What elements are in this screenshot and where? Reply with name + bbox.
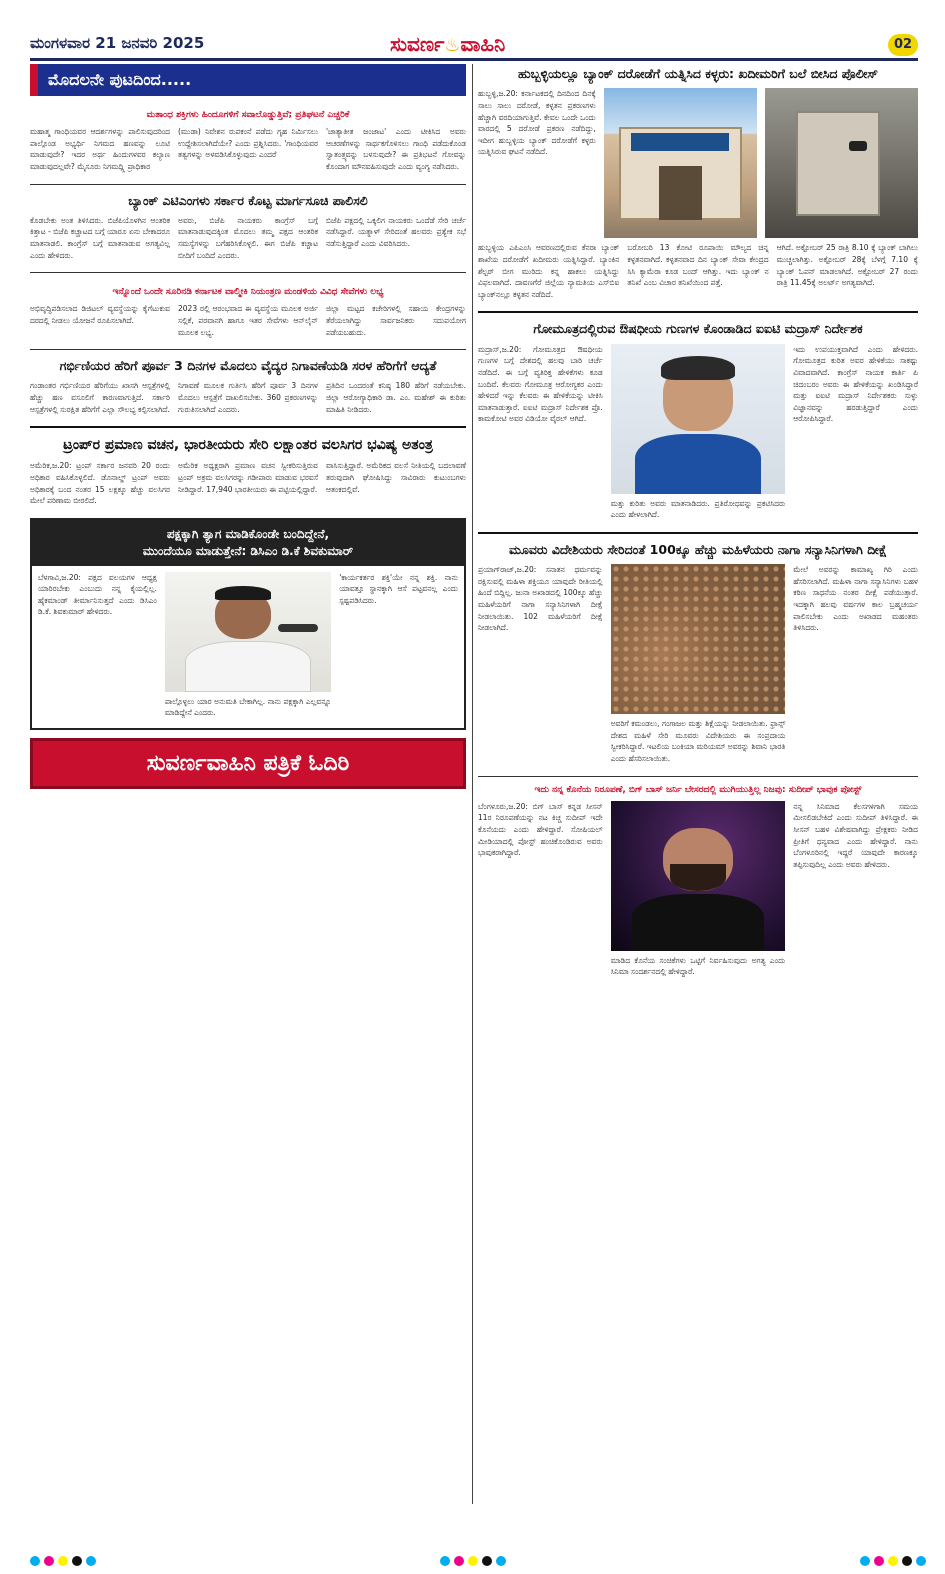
article-text: ಹುಬ್ಬಳ್ಳಿಯ ಎಪಿಎಂಸಿ ಆವರಣದಲ್ಲಿರುವ ಕೆನರಾ ಬ್ಯಾಂಕ್ ಶಾಖೆಯ ದರೋಡೆಗೆ ಖದೀಮರು ಯತ್ನಿಸಿದ್ದಾರೆ. ಬ್ಯಾಂಕಿನ ಶೆಲ್ಟರ್ ಬೀಗ ಮುರಿದು ಕನ್ನ ಹಾಕಲು ಯತ್ನಿಸಿದ್ದು ವಿಫಲವಾಗಿದೆ. ದಾವಣಗೆರೆ ಜಿಲ್ಲೆಯ ನ್ಯಾಮತಿಯ ಎಸ್‌ಬಿಐ ಬ್ಯಾಂಕ್‌ನಲ್ಲೂ ಕಳ್ಳತನ ನಡೆದಿದೆ. <box>478 243 620 299</box>
bank-building-photo <box>604 88 757 238</box>
headline-line: ಪಕ್ಷಕ್ಕಾಗಿ ತ್ಯಾಗ ಮಾಡಿಕೊಂಡೇ ಬಂದಿದ್ದೇನೆ, <box>166 526 330 541</box>
promo-banner: ಸುವರ್ಣವಾಹಿನಿ ಪತ್ರಿಕೆ ಓದಿರಿ <box>30 738 466 789</box>
article-text: ಮದ್ರಾಸ್,ಜ.20: ಗೋಮೂತ್ರದ ಔಷಧೀಯ ಗುಣಗಳ ಬಗ್ಗೆ ದೇಶದಲ್ಲಿ ಹಲವು ಬಾರಿ ಚರ್ಚೆ ನಡೆದಿದೆ. ಈ ಬಗ್ಗೆ ವ್ಯತಿರಿಕ್ತ ಹೇಳಿಕೆಗಳು ಕೂಡ ಬಂದಿವೆ. ಕೆಲವರು ಗೋಮೂತ್ರ ಆರೋಗ್ಯಕರ ಎಂದು ಹೇಳಿದರೆ ಇನ್ನು ಕೆಲವರು ಈ ಹೇಳಿಕೆಯನ್ನು ಟೀಕಿಸಿ ಮಾತನಾಡುತ್ತಾರೆ. ಐಐಟಿ ಮದ್ರಾಸ್ ನಿರ್ದೇಶಕ ಪ್ರೊ. ಕಾಮಕೋಟಿ ಅವರ ವಿಡಿಯೋ ವೈರಲ್ ಆಗಿದೆ. <box>478 344 603 424</box>
article-text: ಗಂಡಾಂತರ ಗರ್ಭಿಣಿಯರ ಹೆರಿಗೆಯು ಖಾಸಗಿ ಆಸ್ಪತ್ರೆಗಳಲ್ಲಿ ಹೆಚ್ಚು ಹಣ ವಸೂಲಿಗೆ ಕಾರಣವಾಗುತ್ತಿದೆ. ಸರ್ಕಾರಿ ಆಸ್ಪತ್ರೆಗಳಲ್ಲಿ ಸುರಕ್ಷಿತ ಹೆರಿಗೆಗೆ ಎಲ್ಲಾ ಸೌಲಭ್ಯ ಕಲ್ಪಿಸಲಾಗಿದೆ. <box>30 381 170 414</box>
article-text: ಅಭಿವೃದ್ಧಿಪಡಿಸಲಾದ ಡಿಜಿಟಲ್ ವ್ಯವಸ್ಥೆಯನ್ನು ಕೈಗೆಟುಕುವ ದರದಲ್ಲಿ ನೀಡಲು ಯೋಜನೆ ರೂಪಿಸಲಾಗಿದೆ. <box>30 304 170 325</box>
article-body <box>30 303 466 341</box>
article-body <box>30 380 466 418</box>
article-text: ಅವರಿಗೆ ಕಮಂಡಲು, ಗಂಗಾಜಲ ಮತ್ತು ಶಿಕ್ಷೆಯನ್ನು ನೀಡಲಾಯಿತು. ಫ್ರಾನ್ಸ್ ದೇಶದ ಮಹಿಳೆ ಸೇರಿ ಮೂವರು ವಿದೇಶಿಯರು ಈ ಸಂಪ್ರದಾಯ ಸ್ವೀಕರಿಸಿದ್ದಾರೆ. ಇಟಲಿಯ ಬಂಕಿಯಾ ಮರಿಯಮ್ ಅವರನ್ನು ಶಿವಾನಿ ಭಾರತಿ ಎಂದು ಹೆಸರಿಸಲಾಯಿತು. <box>610 719 786 763</box>
article-text: ಮಹಾತ್ಮ ಗಾಂಧಿಯವರ ಆದರ್ಶಗಳನ್ನು ಪಾಲಿಸುವುದರಿಂದ ಪಾಲ್ಗೊಂಡ ಅಭ್ಯರ್ಥಿ ನಿಗಮದ ಹಣವನ್ನು ಲೂಟಿ ಮಾಡುವುದೇ? ಇದರ ಅರ್ಥ ಹಿಂದುಗಳವರ ಕಲ್ಯಾಣ ಮಾಡುವುದಲ್ಲವೇ? ಮೈಸೂರು ನಿಗಮದ್ಲ್ಲಿ ಪ್ರಾಧಿಕಾರ <box>30 127 170 171</box>
article-body <box>30 460 466 510</box>
article-text: 'ಜಾತ್ಯಾತೀತ ಜಂಜಾಟ' ಎಂದು ಟೀಕಿಸಿದ ಅವರು ಆಚರಣೆಗಳನ್ನು ಸಾರ್ಥಕಗೊಳಿಸಲು ಗಾಂಧಿ ಪಡೆದುಕೊಂಡ ಸ್ವಾತಂತ್ರ್ಯವನ್ನು ಬಳಸುವುದೇ? ಈ ಪ್ರತಿಭಟನೆ ಗೋವನ್ನು ಕೊಂದಾಗ ಮೌನವಹಿಸುವುದೇ ಎಂದು ವ್ಯಂಗ್ಯ ನಡೆಸಿದರು. <box>326 127 466 171</box>
headline-line: ಮುಂದೆಯೂ ಮಾಡುತ್ತೇನೆ: ಡಿಸಿಎಂ ಡಿ.ಕೆ ಶಿವಕುಮಾರ್ <box>142 543 354 558</box>
divider <box>30 426 466 428</box>
article-text: ಮತ್ತು ಕುರಿತು ಅವರು ಮಾತನಾಡಿದರು. ಪ್ರತಿರೋಧವನ್ನು ಪ್ರಕಟಿಸಿದರು ಎಂದು ಹೇಳಲಾಗಿದೆ. <box>610 498 786 520</box>
article-text: ಮೇಲೆ ಅವರನ್ನು ಕಾಮಾಖ್ಯ ಗಿರಿ ಎಂದು ಹೆಸರಿಸಲಾಗಿದೆ. ಮಹಿಳಾ ನಾಗಾ ಸನ್ಯಾಸಿನಿಗಳು ಬಹಳ ಕಠಿಣ ಸಾಧನೆಯ ನಂತರ ದೀಕ್ಷೆ ಪಡೆಯುತ್ತಾರೆ. ಇದಕ್ಕಾಗಿ ಹಲವು ವರ್ಷಗಳ ಕಾಲ ಬ್ರಹ್ಮಚರ್ಯ ಪಾಲಿಸಬೇಕು ಎಂದು ಅಖಾಡದ ಮಹಂತರು ತಿಳಿಸಿದರು. <box>793 565 918 633</box>
article-body <box>478 242 918 303</box>
article-headline: ಗರ್ಭಿಣಿಯರ ಹೆರಿಗೆ ಪೂರ್ವ 3 ದಿನಗಳ ಮೊದಲು ವೈದ್ಯರ ನಿಗಾವಣೆಯಡಿ ಸರಳ ಹೆರಿಗೆಗೆ ಆದ್ಯತೆ <box>59 358 437 374</box>
article-text: ಪ್ರಯಾಗ್‌ರಾಜ್,ಜ.20: ಸನಾತನ ಧರ್ಮವನ್ನು ರಕ್ಷಿಸುವಲ್ಲಿ ಮಹಿಳಾ ಶಕ್ತಿಯೂ ಯಾವುದೇ ರೀತಿಯಲ್ಲಿ ಹಿಂದೆ ಬಿದ್ದಿಲ್ಲ. ಜುನಾ ಅಖಾಡದಲ್ಲಿ 100ಕ್ಕೂ ಹೆಚ್ಚು ಮಹಿಳೆಯರಿಗೆ ನಾಗಾ ಸನ್ಯಾಸಿನಿಗಳಾಗಿ ದೀಕ್ಷೆ ನೀಡಲಾಯಿತು. 102 ಮಹಿಳೆಯರಿಗೆ ದೀಕ್ಷೆ ನೀಡಲಾಗಿದೆ. <box>478 565 603 633</box>
article-body <box>30 215 466 265</box>
registration-marks-left <box>30 1556 96 1566</box>
left-column <box>30 64 466 789</box>
article-text: ಪ್ರತಿದಿನ ಒಂದರಂತೆ ಕನಿಷ್ಠ 180 ಹೆರಿಗೆ ನಡೆಯಬೇಕು. ಜಿಲ್ಲಾ ಆರೋಗ್ಯಾಧಿಕಾರಿ ಡಾ. ಎಂ. ಮಹೇಶ್ ಈ ಕುರಿತು ಮಾಹಿತಿ ನೀಡಿದರು. <box>326 381 466 414</box>
logo-left-text: ಸುವರ್ಣ <box>390 32 445 56</box>
article-text: ವಾಸಿಸುತ್ತಿದ್ದಾರೆ. ಅಮೆರಿಕದ ವಲಸೆ ನೀತಿಯಲ್ಲಿ ಬದಲಾವಣೆ ತರುವುದಾಗಿ ಘೋಷಿಸಿದ್ದು ಸಾವಿರಾರು ಕುಟುಂಬಗಳು ಆತಂಕದಲ್ಲಿವೆ. <box>326 461 466 494</box>
article-text: ಬೆಳಗಾವಿ,ಜ.20: ಪಕ್ಷದ ವಲಯಗಳ ಆಧ್ಯಕ್ಷ ಯಾರಿರಬೇಕು ಎಂಬುದು ನನ್ನ ಕೈಯಲ್ಲಿಲ್ಲ. ಹೈಕಮಾಂಡ್ ತೀರ್ಮಾನಿಸುತ್ತದೆ ಎಂದು ಡಿಸಿಎಂ ಡಿ.ಕೆ. ಶಿವಕುಮಾರ್ ಹೇಳಿದರು. <box>38 572 157 617</box>
naga-sadhvi-photo <box>611 564 786 714</box>
article-text: ಬರೋಬರಿ 13 ಕೋಟಿ ರೂಪಾಯಿ ಮೌಲ್ಯದ ಚಿನ್ನ ಕಳ್ಳತನವಾಗಿದೆ. ಕಳ್ಳತನವಾದ ದಿನ ಬ್ಯಾಂಕ್ ಸೇವಾ ಕೇಂದ್ರದ ಸಿಸಿ ಕ್ಯಾಮೆರಾ ಕೂಡ ಬಂದ್ ಆಗಿತ್ತು. ಇದು ಬ್ಯಾಂಕ್ ನ ತನಿಖೆ ಎಂಬ ವಿಚಾರ ತನಿಖೆಯಿಂದ ಪತ್ತೆ. <box>627 243 769 288</box>
logo-right-text: ವಾಹಿನಿ <box>460 32 506 56</box>
article-body <box>478 88 918 238</box>
article-headline: ಟ್ರಂಪ್‌ರ ಪ್ರಮಾಣ ವಚನ, ಭಾರತೀಯರು ಸೇರಿ ಲಕ್ಷಾಂತರ ವಲಸಿಗರ ಭವಿಷ್ಯ ಅತಂತ್ರ <box>63 437 433 454</box>
registration-marks-center <box>440 1556 506 1566</box>
article-body <box>478 801 918 981</box>
article-text: ನಿಗಾವಣೆ ಮೂಲಕ ಗುರ್ತಿಸಿ ಹೆರಿಗೆ ಪೂರ್ವ 3 ದಿನಗಳ ಮೊದಲು ಆಸ್ಪತ್ರೆಗೆ ದಾಖಲಿಸಬೇಕು. 360 ಪ್ರಕರಣಗಳನ್ನು ಗುರುತಿಸಲಾಗಿದೆ ಎಂದರು. <box>178 381 318 414</box>
article-text: ನನ್ನ ಸಿನಿಮಾದ ಕೆಲಸಗಳಿಗಾಗಿ ಸಮಯ ಮೀಸಲಿಡಬೇಕಿದೆ ಎಂದು ಸುದೀಪ್ ತಿಳಿಸಿದ್ದಾರೆ. ಈ ಸೀಸನ್ ಬಹಳ ವಿಶೇಷವಾಗಿದ್ದು ಪ್ರೇಕ್ಷಕರು ನೀಡಿದ ಪ್ರೀತಿಗೆ ಧನ್ಯವಾದ ಎಂದು ಹೇಳಿದ್ದಾರೆ. ನಾನು ಬೆಂಗಳೂರಿನಲ್ಲಿ ಇದ್ದರೆ ಯಾವುದೇ ಕಾರಣಕ್ಕೂ ತಪ್ಪಿಸುವುದಿಲ್ಲ ಎಂದು ಅವರು ಹೇಳಿದರು. <box>793 801 918 869</box>
article-text: (ಮುಡಾ) ನಿವೇಶನ ರುಪಕಂನೆ ಪಡೆದು ಗೃಹ ನಿರ್ಮಿಸಲು ಉದ್ದೇಶಿಸಲಾಗಿದೆಯೇ? ಎಂದು ಪ್ರಶ್ನಿಸಿದರು. 'ಗಾಂಧಿಯವರ ತತ್ವಗಳನ್ನು ಅಳವಡಿಸಿಕೊಳ್ಳುವುದು ಎಂದರೆ <box>178 127 318 160</box>
dk-shivakumar-article <box>30 518 466 730</box>
divider <box>478 532 918 534</box>
article-text: ಅವರು, ಬಿಜೆಪಿ ನಾಯಕರು ಕಾಂಗ್ರೆಸ್ ಬಗ್ಗೆ ಮಾತನಾಡುವುದಕ್ಕಿಂತ ಮೊದಲು ತಮ್ಮ ಪಕ್ಷದ ಆಂತರಿಕ ಸಮಸ್ಯೆಗಳನ್ನು ಬಗೆಹರಿಸಿಕೊಳ್ಳಲಿ. ಈಗ ಬಿಜೆಪಿ ಕಚ್ಚಾಟ ಬೀದಿಗೆ ಬಂದಿದೆ ಎಂದರು. <box>178 215 318 260</box>
article-text: ಬಿಜೆಪಿ ಪಕ್ಷದಲ್ಲಿ ಒಕ್ಕಲಿಗ ನಾಯಕರು ಒಂದೆಡೆ ಸೇರಿ ಚರ್ಚೆ ನಡೆಸಿದ್ದಾರೆ. ಯತ್ನಾಳ್ ಸೇರಿದಂತೆ ಹಲವರು ಪ್ರತ್ಯೇಕ ಸಭೆ ನಡೆಸುತ್ತಿದ್ದಾರೆ ಎಂದು ವಿವರಿಸಿದರು. <box>326 215 466 248</box>
article-body <box>478 564 918 768</box>
lamp-icon: ♨ <box>444 35 461 56</box>
article-headline: ಬ್ಯಾಂಕ್ ಎಟಿಎಂಗಳು ಸರ್ಕಾರ ಕೊಟ್ಟ ಮಾರ್ಗಸೂಚಿ ಪಾಲಿಸಲಿ <box>128 192 368 208</box>
masthead <box>0 0 945 58</box>
iit-director-photo <box>611 344 786 494</box>
registration-marks-right <box>860 1556 926 1566</box>
article-text: ಹುಬ್ಬಳ್ಳಿ,ಜ.20: ಕರ್ನಾಟಕದಲ್ಲಿ ದಿನದಿಂದ ದಿನಕ್ಕೆ ಸಾಲು ಸಾಲು ದರೋಡೆ, ಕಳ್ಳತನ ಪ್ರಕರಣಗಳು ಹೆಚ್ಚಾಗಿ ವರದಿಯಾಗುತ್ತಿವೆ. ಕೇವಲ ಒಂದೇ ಒಂದು ವಾರದಲ್ಲಿ 5 ದರೋಡೆ ಪ್ರಕರಣ ನಡೆದಿದ್ದು, ಇದೀಗ ಹುಬ್ಬಳ್ಳಿಯ ಬ್ಯಾಂಕ್ ದರೋಡೆಗೆ ಕಳ್ಳರು ಯತ್ನಿಸಿರುವ ಘಟನೆ ನಡೆದಿದೆ. <box>478 89 596 157</box>
divider <box>478 311 918 313</box>
sudeep-photo <box>611 801 786 951</box>
right-column <box>478 64 918 981</box>
article-kicker: ಇನ್ನೊಂದೆ ಒಂದೇ ಸೂರಿನಡಿ ಕರ್ನಾಟಕ ವಾಲ್ಮೀಕಿ ನಿಯಂತ್ರಣ ಮಂಡಳಿಯ ವಿವಿಧ ಸೇವೆಗಳು ಲಭ್ಯ <box>112 287 384 298</box>
article-headline <box>32 520 464 566</box>
masthead-rule <box>30 58 918 61</box>
article-kicker: ಮತಾಂಧ ಶಕ್ತಿಗಳು ಹಿಂದೂಗಳಿಗೆ ಸವಾಲೊಡ್ಡುತ್ತಿವೆ; ಪ್ರತಿಘಟನೆ ಎಚ್ಚರಿಕೆ <box>146 110 350 120</box>
article-text: ಬೆಂಗಳೂರು,ಜ.20: ಬಿಗ್ ಬಾಸ್ ಕನ್ನಡ ಸೀಸನ್ 11ರ ನಿರೂಪಣೆಯನ್ನು ನಟ ಕಿಚ್ಚ ಸುದೀಪ್ ಇದೇ ಕೊನೆಯದು ಎಂದು ಹೇಳಿದ್ದಾರೆ. ಸೋಷಿಯಲ್ ಮೀಡಿಯಾದಲ್ಲಿ ಪೋಸ್ಟ್ ಹಂಚಿಕೊಂಡಿರುವ ಅವರು ಭಾವುಕರಾಗಿದ್ದಾರೆ. <box>478 801 603 858</box>
divider <box>478 776 918 777</box>
article-text: ಅಮೆರಿಕ ಅಧ್ಯಕ್ಷರಾಗಿ ಪ್ರಮಾಣ ವಚನ ಸ್ವೀಕರಿಸುತ್ತಿರುವ ಟ್ರಂಪ್ ಅಕ್ರಮ ವಲಸಿಗರನ್ನು ಗಡೀಪಾರು ಮಾಡುವ ಭರವಸೆ ನೀಡಿದ್ದಾರೆ. 17,940 ಭಾರತೀಯರು ಈ ಪಟ್ಟಿಯಲ್ಲಿದ್ದಾರೆ. <box>178 461 318 494</box>
article-body <box>32 566 464 728</box>
article-text: ಮಾಡಿದ ಕೊನೆಯ ಸಂಚಿಕೆಗಳು ಒಟ್ಟಿಗೆ ನಿರ್ವಹಿಸುವುದು ಅಗತ್ಯ ಎಂದು ಸಿನಿಮಾ ಸಂದರ್ಶನದಲ್ಲಿ ಹೇಳಿದ್ದಾರೆ. <box>610 955 786 977</box>
dk-shivakumar-photo <box>165 572 331 692</box>
article-text: ಜಿಲ್ಲಾ ಮಟ್ಟದ ಕಚೇರಿಗಳಲ್ಲಿ ಸಹಾಯ ಕೇಂದ್ರಗಳನ್ನು ತೆರೆಯಲಾಗಿದ್ದು ಸಾರ್ವಜನಿಕರು ಸದುಪಯೋಗ ಪಡೆಯಬಹುದು. <box>326 304 466 337</box>
article-text: ಇದು ಉಪಯುಕ್ತವಾಗಿದೆ ಎಂದು ಹೇಳಿದರು. ಗೋಮೂತ್ರದ ಕುರಿತ ಅವರ ಹೇಳಿಕೆಯು ಸಾಕಷ್ಟು ವಿವಾದವಾಗಿದೆ. ಕಾಂಗ್ರೆಸ್ ನಾಯಕ ಕಾರ್ತಿ ಪಿ ಚಿದಂಬರಂ ಅವರು ಈ ಹೇಳಿಕೆಯನ್ನು ಖಂಡಿಸಿದ್ದಾರೆ ಮತ್ತು ಐಐಟಿ ಮದ್ರಾಸ್ ನಿರ್ದೇಶಕರು ಸುಳ್ಳು ವಿಜ್ಞಾನವನ್ನು ಹರಡುತ್ತಿದ್ದಾರೆ ಎಂದು ಆರೋಪಿಸಿದ್ದಾರೆ. <box>793 344 918 424</box>
article-text: 'ಕಾರ್ಯಕರ್ತರ ಶಕ್ತಿ'ಯೇ ನನ್ನ ಶಕ್ತಿ. ನಾನು ಯಾವತ್ತೂ ಸ್ಥಾನಕ್ಕಾಗಿ ಆಸೆ ಪಟ್ಟವನಲ್ಲ ಎಂದು ಸ್ಪಷ್ಟಪಡಿಸಿದರು. <box>339 572 459 605</box>
article-headline: ಗೋಮೂತ್ರದಲ್ಲಿರುವ ಔಷಧೀಯ ಗುಣಗಳ ಕೊಂಡಾಡಿದ ಐಐಟಿ ಮದ್ರಾಸ್ ನಿರ್ದೇಶಕ <box>533 321 863 337</box>
article-text: ಅಮೆರಿಕ,ಜ.20: ಟ್ರಂಪ್ ಸರ್ಕಾರ ಜನವರಿ 20 ರಂದು ಅಧಿಕಾರ ವಹಿಸಿಕೊಳ್ಳಲಿದೆ. ಡೊನಾಲ್ಡ್ ಟ್ರಂಪ್ ಅವರು ಅಧಿಕಾರಕ್ಕೆ ಬಂದ ನಂತರ 15 ಲಕ್ಷಕ್ಕೂ ಹೆಚ್ಚು ವಲಸಿಗರ ಮೇಲೆ ಪರಿಣಾಮ ಬೀರಲಿದೆ. <box>30 461 170 506</box>
article-body <box>30 126 466 176</box>
article-headline: ಮೂವರು ವಿದೇಶಿಯರು ಸೇರಿದಂತೆ 100ಕ್ಕೂ ಹೆಚ್ಚು ಮಹಿಳೆಯರು ನಾಗಾ ಸನ್ಯಾಸಿನಿಗಳಾಗಿ ದೀಕ್ಷೆ <box>509 541 887 557</box>
page-number-badge: 02 <box>888 34 918 56</box>
column-divider <box>472 64 473 1504</box>
divider <box>30 349 466 350</box>
article-text: ಆಗಿದೆ. ಅಕ್ಟೋಬರ್ 25 ರಾತ್ರಿ 8.10 ಕ್ಕೆ ಬ್ಯಾಂಕ್ ಬಾಗಿಲು ಮುಚ್ಚಲಾಗಿತ್ತು. ಅಕ್ಟೋಬರ್ 28ಕ್ಕೆ ಬೆಳಗ್ಗೆ 7.10 ಕ್ಕೆ ಬ್ಯಾಂಕ್ ಓಪನ್ ಮಾಡಲಾಗಿದೆ. ಅಕ್ಟೋಬರ್ 27 ರಂದು ರಾತ್ರಿ 11.45ಕ್ಕೆ ಅಲರ್ಟ್ ಅಗತ್ಯವಾಗಿದೆ. <box>776 243 918 288</box>
newspaper-logo <box>390 32 505 56</box>
section-banner: ಮೊದಲನೇ ಪುಟದಿಂದ..... <box>30 64 466 96</box>
article-headline: ಹುಬ್ಬಳ್ಳಿಯಲ್ಲೂ ಬ್ಯಾಂಕ್ ದರೋಡೆಗೆ ಯತ್ನಿಸಿದ ಕಳ್ಳರು: ಖದೀಮರಿಗೆ ಬಲೆ ಬೀಸಿದ ಪೊಲೀಸ್ <box>518 66 878 81</box>
divider <box>30 272 466 273</box>
issue-date: ಮಂಗಳವಾರ 21 ಜನವರಿ 2025 <box>30 34 205 52</box>
article-text: ಕೊಡಬೇಕು ಅಂತ ತಿಳಿಸಿದರು. ಬಿಜೆಪಿಯೊಳಗಿನ ಆಂತರಿಕ ಕಿತ್ತಾಟ - ಬಿಜೆಪಿ ಕಚ್ಚಾಟದ ಬಗ್ಗೆ ಯಾರೂ ಏನು ಬೇಕಾದರೂ ಮಾತನಾಡಲಿ. ಕಾಂಗ್ರೆಸ್ ಬಗ್ಗೆ ಮಾತನಾಡುವ ಅಗತ್ಯವಿಲ್ಲ ಎಂದು ಹೇಳಿದರು. <box>30 215 170 260</box>
article-text: ಪಾಲ್ಗೊಳ್ಳಲು ಯಾರ ಅನುಮತಿ ಬೇಕಾಗಿಲ್ಲ. ನಾನು ಪಕ್ಷಕ್ಕಾಗಿ ಎಲ್ಲವನ್ನೂ ಮಾಡಿದ್ದೇನೆ ಎಂದರು. <box>164 696 332 718</box>
divider <box>30 184 466 185</box>
article-body <box>478 344 918 524</box>
article-text: 2023 ರಲ್ಲಿ ಆರಂಭವಾದ ಈ ವ್ಯವಸ್ಥೆಯ ಮೂಲಕ ಅರ್ಜಿ ಸಲ್ಲಿಕೆ, ಪರವಾನಗಿ ಹಾಗೂ ಇತರ ಸೇವೆಗಳು ಆನ್‌ಲೈನ್ ಮೂಲಕ ಲಭ್ಯ. <box>178 304 318 337</box>
article-kicker: ಇದು ನನ್ನ ಕೊನೆಯ ನಿರೂಪಣೆ, ಬಿಗ್ ಬಾಸ್ ಜರ್ನಿ ಬೇಸರದಲ್ಲಿ ಮುಗಿಯುತ್ತಿಲ್ಲ ನಿಜವು: ಸುದೀಪ್ ಭಾವುಕ ಪೋಸ್ಟ್ <box>534 784 862 795</box>
bank-interior-photo <box>765 88 918 238</box>
